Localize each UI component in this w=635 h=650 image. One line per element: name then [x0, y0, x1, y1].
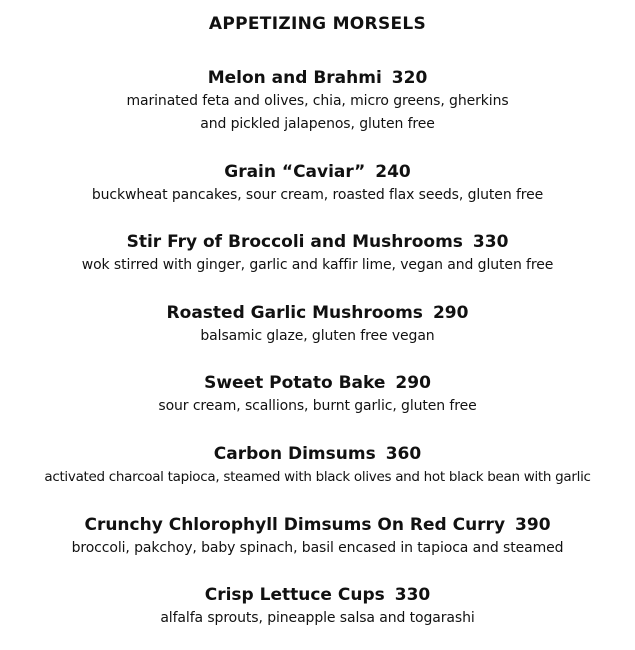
item-description-line: wok stirred with ginger, garlic and kaffir lime, vegan and gluten free — [81, 257, 554, 273]
item-title — [0, 161, 635, 183]
item-name: Stir Fry of Broccoli and Mushrooms — [126, 232, 463, 252]
menu-item-sweet-potato-bake — [0, 372, 635, 418]
item-name: Melon and Brahmi — [207, 68, 382, 88]
item-price: 290 — [432, 303, 469, 323]
item-title — [0, 67, 635, 89]
item-title — [0, 443, 635, 465]
item-description — [0, 325, 635, 348]
item-description-line: marinated feta and olives, chia, micro greens, gherkins — [126, 93, 509, 109]
item-price: 320 — [391, 68, 428, 88]
item-description — [0, 537, 635, 560]
item-description — [0, 395, 635, 418]
item-name: Crunchy Chlorophyll Dimsums On Red Curry — [84, 515, 506, 535]
item-price: 390 — [515, 515, 551, 535]
item-description-line: activated charcoal tapioca, steamed with black olives and hot black bean with garlic — [44, 469, 591, 485]
item-title — [0, 372, 635, 394]
item-title — [0, 231, 635, 253]
item-name: Grain “Caviar” — [224, 162, 366, 182]
item-description — [0, 466, 635, 489]
item-description-line: balsamic glaze, gluten free vegan — [200, 328, 435, 344]
section-title: APPETIZING MORSELS — [208, 14, 427, 34]
item-price: 330 — [472, 232, 509, 252]
menu-item-carbon-dimsums — [0, 443, 635, 489]
item-name: Carbon Dimsums — [213, 444, 376, 464]
item-title — [0, 514, 635, 536]
item-description-line: sour cream, scallions, burnt garlic, gluten free — [158, 398, 477, 414]
item-price: 290 — [395, 373, 431, 393]
menu-item-crisp-lettuce-cups — [0, 584, 635, 630]
item-description — [0, 254, 635, 277]
menu-item-crunchy-chlorophyll-dimsums — [0, 514, 635, 560]
menu-item-roasted-garlic-mushrooms — [0, 302, 635, 348]
menu-item-stir-fry-broccoli-mushrooms — [0, 231, 635, 277]
item-description — [0, 607, 635, 630]
item-name: Crisp Lettuce Cups — [204, 585, 385, 605]
item-name: Sweet Potato Bake — [204, 373, 386, 393]
item-description — [0, 184, 635, 207]
menu-item-grain-caviar — [0, 161, 635, 207]
item-description-line: broccoli, pakchoy, baby spinach, basil encased in tapioca and steamed — [71, 540, 564, 556]
item-title — [0, 584, 635, 606]
item-description-line: buckwheat pancakes, sour cream, roasted flax seeds, gluten free — [91, 187, 544, 203]
item-price: 240 — [375, 162, 411, 182]
item-description-line: and pickled jalapenos, gluten free — [200, 116, 435, 132]
item-price: 330 — [394, 585, 431, 605]
item-description-line: alfalfa sprouts, pineapple salsa and togarashi — [160, 610, 475, 626]
item-price: 360 — [385, 444, 422, 464]
item-description — [0, 90, 635, 136]
menu-item-melon-and-brahmi — [0, 67, 635, 136]
item-title — [0, 302, 635, 324]
item-name: Roasted Garlic Mushrooms — [166, 303, 423, 323]
